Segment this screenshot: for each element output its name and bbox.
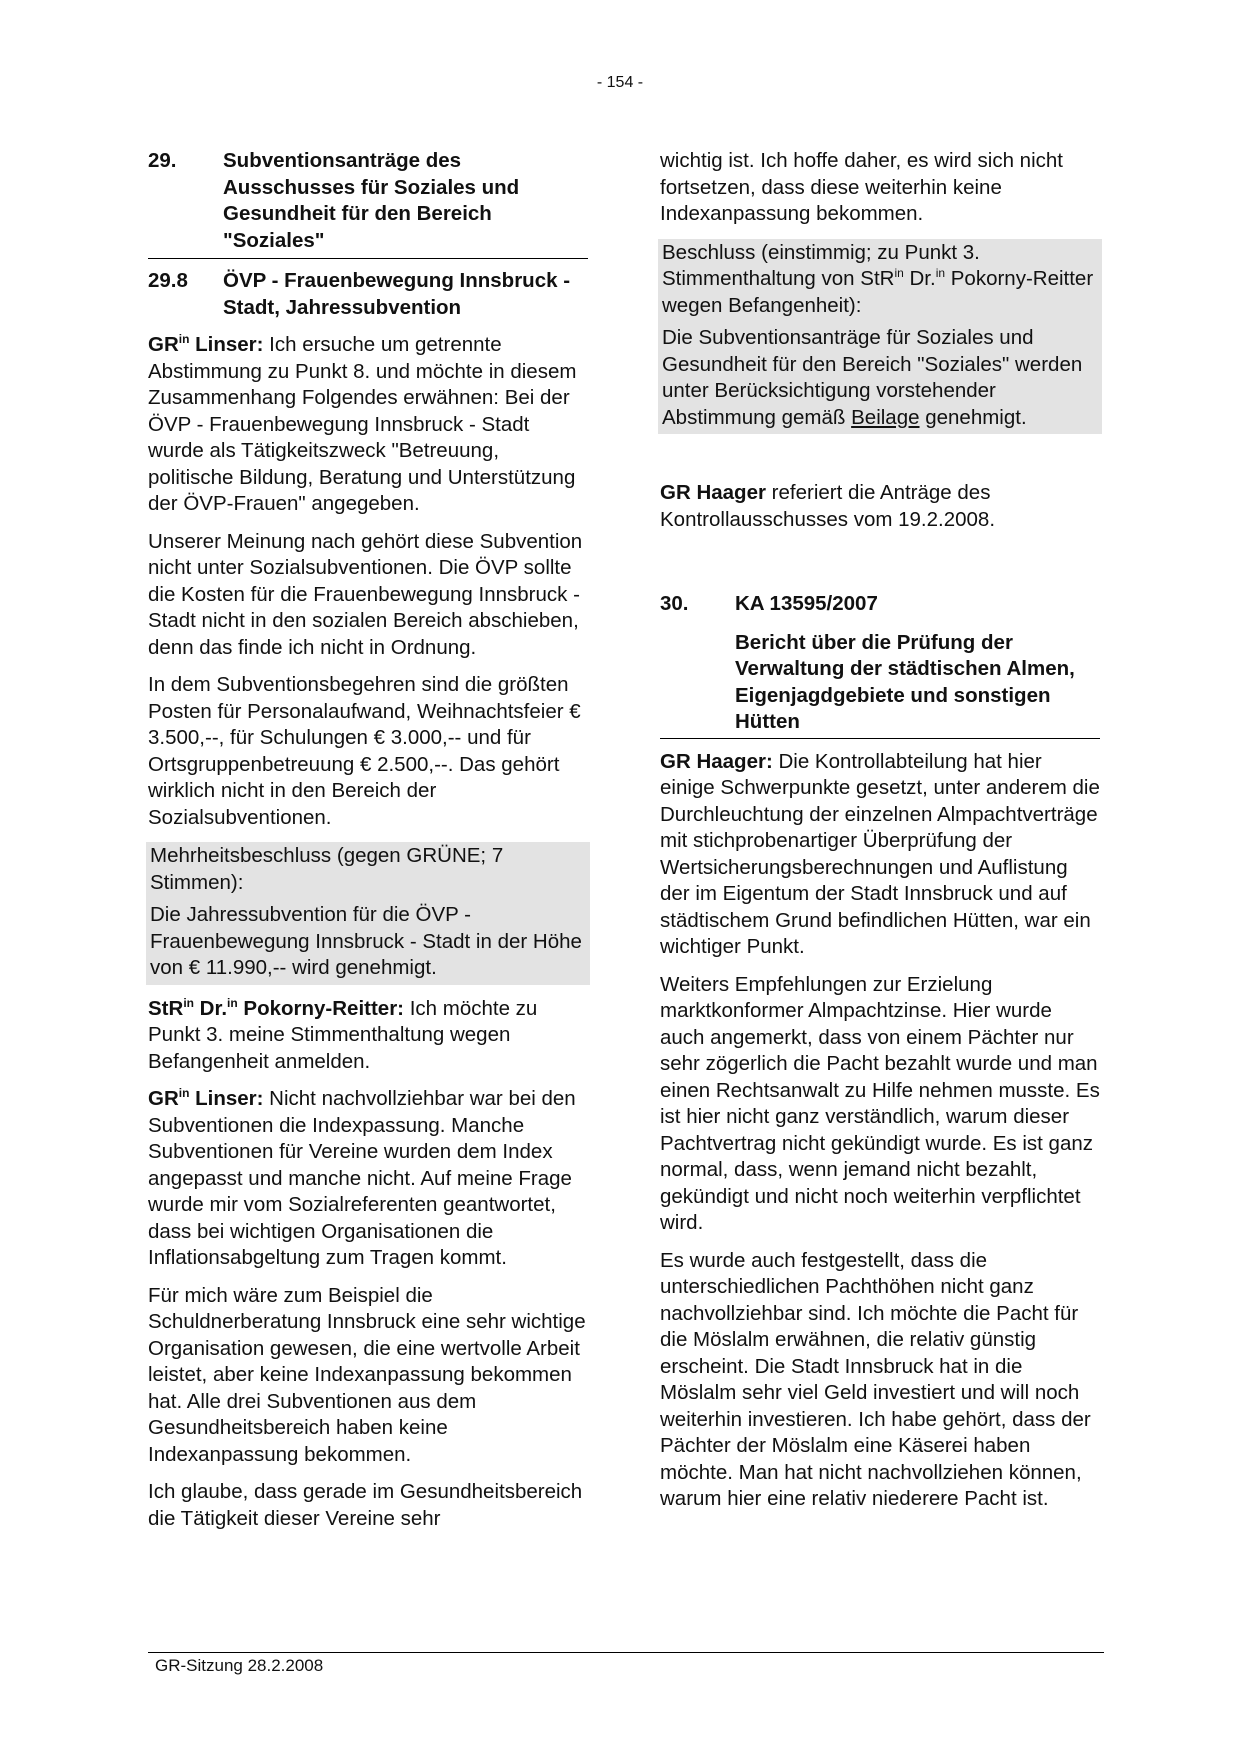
resolution-header: Beschluss (einstimmig; zu Punkt 3. Stimmenthaltung von StR$^{in}$ Dr.$^{in}$ Pokorny-Reitter wegen Befangenheit):	[662, 240, 1094, 317]
footer-divider	[148, 1652, 1104, 1653]
resolution-text: Die Subventionsanträge für Soziales und Gesundheit für den Bereich "Soziales" werden unter Berücksichtigung vorstehender Abstimmung gemäß Beilage genehmigt.	[662, 326, 1083, 429]
paragraph: wichtig ist. Ich hoffe daher, es wird sich nicht fortsetzen, dass diese weiterhin keine Indexanpassung bekommen.	[660, 149, 1063, 225]
paragraph: Unserer Meinung nach gehört diese Subvention nicht unter Sozialsubventionen. Die ÖVP sollte die Kosten für die Frauenbewegung Innsbruck - Stadt nicht in den sozialen Bereich abschieben, denn das finde ich nicht in Ordnung.	[148, 529, 583, 659]
speaker-name: GR Haager:	[660, 749, 773, 773]
paragraph: $GR^{in}$ Linser: Nicht nachvollziehbar war bei den Subventionen die Indexpassung. Manche Subventionen für Vereine wurden dem Index angepasst und manche nicht. Auf meine Frage wurde mir vom Sozialreferenten geantwortet, dass bei wichtigen Organisationen die Inflationsabgeltung zum Tragen kommt.	[148, 1086, 576, 1269]
paragraph: Ich glaube, dass gerade im Gesundheitsbereich die Tätigkeit dieser Vereine sehr	[148, 1480, 583, 1530]
speaker-name: $GR^{in}$ Linser:	[148, 332, 264, 356]
section-title: KA 13595/2007	[735, 592, 878, 615]
section-title: Subventionsanträge des Ausschusses für Soziales und Gesundheit für den Bereich "Soziales"	[223, 149, 520, 252]
left-column	[148, 148, 588, 1543]
section-number: 29.	[148, 149, 177, 172]
section-number: 30.	[660, 592, 689, 615]
paragraph: StR$^{in}$ Dr.$^{in}$ Pokorny-Reitter: Ich möchte zu Punkt 3. meine Stimmenthaltung wegen Befangenheit anmelden.	[148, 995, 538, 1073]
section-divider	[148, 258, 588, 259]
speaker-name: StR$^{in}$ Dr.$^{in}$ Pokorny-Reitter:	[148, 995, 405, 1020]
resolution-text: Die Jahressubvention für die ÖVP - Frauenbewegung Innsbruck - Stadt in der Höhe von € 11.990,-- wird genehmigt.	[150, 903, 582, 979]
paragraph: $GR^{in}$ Linser: Ich ersuche um getrennte Abstimmung zu Punkt 8. und möchte in diesem Zusammenhang Folgendes erwähnen: Bei der ÖVP - Frauenbewegung Innsbruck - Stadt wurde als Tätigkeitszweck "Betreuung, politische Bildung, Beratung und Unterstützung der ÖVP-Frauen" angegeben.	[148, 332, 577, 515]
paragraph: Für mich wäre zum Beispiel die Schuldnerberatung Innsbruck eine sehr wichtige Organisation gewesen, die eine wertvolle Arbeit leistet, aber keine Indexanpassung bekommen hat. Alle drei Subventionen aus dem Gesundheitsbereich haben keine Indexanpassung bekommen.	[148, 1283, 586, 1466]
subsection-title: ÖVP - Frauenbewegung Innsbruck - Stadt, Jahressubvention	[223, 269, 571, 319]
paragraph: Es wurde auch festgestellt, dass die unterschiedlichen Pachthöhen nicht ganz nachvollziehbar sind. Ich möchte die Pacht für die Möslalm erwähnen, die relativ günstig erscheint. Die Stadt Innsbruck hat in die Möslalm sehr viel Geld investiert und will noch weiterhin investieren. Ich habe gehört, dass der Pächter der Möslalm eine Käserei haben möchte. Man hat nicht nachvollziehen können, warum hier eine relativ niederere Pacht ist.	[660, 1248, 1091, 1510]
paragraph: GR Haager referiert die Anträge des Kontrollausschusses vom 19.2.2008.	[660, 481, 996, 531]
resolution-box	[146, 842, 590, 985]
section-heading-29	[148, 148, 588, 254]
beilage-link[interactable]: Beilage	[851, 405, 920, 429]
paragraph: GR Haager: Die Kontrollabteilung hat hier einige Schwerpunkte gesetzt, unter anderem die Durchleuchtung der einzelnen Almpachtverträge mit stichprobenartiger Überprüfung der Wertsicherungsberechnungen und Auflistung der im Eigentum der Stadt Innsbruck und auf städtischem Grund befindlichen Hütten, war ein wichtiger Punkt.	[660, 749, 1100, 958]
speaker-name: GR Haager	[660, 481, 766, 504]
paragraph: In dem Subventionsbegehren sind die größten Posten für Personalaufwand, Weihnachtsfeier € 3.500,--, für Schulungen € 3.000,-- und für Ortsgruppenbetreuung € 2.500,--. Das gehört wirklich nicht in den Bereich der Sozialsubventionen.	[148, 673, 581, 829]
subsection-number: 29.8	[148, 269, 188, 292]
section-heading-30	[660, 591, 1100, 618]
page-number: - 154 -	[596, 74, 644, 91]
section-heading-29-8	[148, 268, 588, 321]
section-subtitle: Bericht über die Prüfung der Verwaltung der städtischen Almen, Eigenjagdgebiete und sonstigen Hütten	[735, 630, 1075, 733]
speaker-name: $GR^{in}$ Linser:	[148, 1086, 264, 1110]
section-subtitle-block	[660, 630, 1100, 739]
resolution-box	[658, 239, 1102, 435]
footer-text: GR-Sitzung 28.2.2008	[155, 1656, 324, 1675]
resolution-header: Mehrheitsbeschluss (gegen GRÜNE; 7 Stimmen):	[150, 844, 504, 894]
paragraph: Weiters Empfehlungen zur Erzielung marktkonformer Almpachtzinse. Hier wurde auch angemerkt, dass von einem Pächter nur sehr zögerlich die Pacht bezahlt wurde und man einen Rechtsanwalt zu Hilfe nehmen musste. Es ist hier nicht ganz verständlich, warum dieser Pachtvertrag nicht gekündigt wurde. Es ist ganz normal, dass, wenn jemand nicht bezahlt, gekündigt und nicht noch weiterhin verpflichtet wird.	[660, 972, 1100, 1234]
right-column	[660, 148, 1100, 1524]
